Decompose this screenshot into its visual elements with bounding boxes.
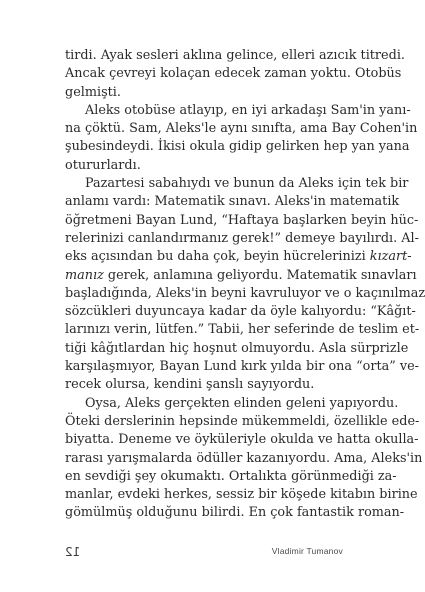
text-line: biyatta. Deneme ve öyküleriyle okulda ve hatta okulla- xyxy=(65,432,419,448)
text-line: tiği kâğıtlardan hiç hoşnut olmuyordu. Asla sürprizle xyxy=(65,340,409,356)
text-line: otururlardı. xyxy=(65,157,141,173)
text-line: manlar, evdeki herkes, sessiz bir köşede kitabın birine xyxy=(65,487,418,503)
text-line: relerinizi canlandırmanız gerek!” demeye bayılırdı. Al- xyxy=(65,230,419,246)
text-line: gömülmüş olduğunu bilirdi. En çok fantastik roman- xyxy=(65,505,405,521)
text-line: Pazartesi sabahıydı ve bunun da Aleks için tek bir xyxy=(85,176,409,192)
body-text xyxy=(65,47,425,523)
text-line: Öteki derslerinin hepsinde mükemmeldi, özellikle ede- xyxy=(65,413,420,429)
text-line: Ancak çevreyi kolaçan edecek zaman yoktu. Otobüs xyxy=(65,66,402,82)
text-line: öğretmeni Bayan Lund, “Haftaya başlarken beyin hüc- xyxy=(65,212,419,228)
text-line: rarası yarışmalarda ödüller kazanıyordu. Ama, Aleks'in xyxy=(65,450,423,466)
text-line: na çöktü. Sam, Aleks'le aynı sınıfta, ama Bay Cohen'in xyxy=(65,121,418,137)
text-line: manız gerek, anlamına geliyordu. Matematik sınavları xyxy=(65,267,417,283)
text-line: karşılaşmıyor, Bayan Lund kırk yılda bir ona “orta” ve- xyxy=(65,359,419,375)
emphasis: manız xyxy=(65,267,104,283)
text-line: Aleks otobüse atlayıp, en iyi arkadaşı Sam'in yanı- xyxy=(85,102,411,118)
text-line: recek olursa, kendini şanslı sayıyordu. xyxy=(65,377,315,393)
text-line: başladığında, Aleks'in beyni kavruluyor ve o kaçınılmaz xyxy=(65,285,425,301)
paragraph-3 xyxy=(65,175,425,395)
text-line: eks açısından bu daha çok, beyin hücrelerinizi kızart- xyxy=(65,249,412,265)
page-number: 12 xyxy=(65,545,81,559)
text-line: şubesindeydi. İkisi okula gidip gelirken hep yan yana xyxy=(65,139,410,155)
text-line: Oysa, Aleks gerçekten elinden geleni yapıyordu. xyxy=(85,395,399,411)
paragraph-4 xyxy=(65,395,423,523)
text-line: larınızı verin, lütfen.” Tabii, her seferinde de teslim et- xyxy=(65,322,420,338)
text-line: gelmişti. xyxy=(65,84,121,100)
paragraph-2 xyxy=(65,102,418,175)
text-line: tirdi. Ayak sesleri aklına gelince, elleri azıcık titredi. xyxy=(65,48,405,63)
author-name: Vladimir Tumanov xyxy=(271,546,343,556)
paragraph-1 xyxy=(65,47,405,102)
emphasis: kızart- xyxy=(369,249,412,265)
text-line: anlamı vardı: Matematik sınavı. Aleks'in matematik xyxy=(65,194,400,210)
text-line: sözcükleri duyuncaya kadar da öyle kalıyordu: “Kâğıt- xyxy=(65,304,416,320)
text-line: en sevdiği şey okumaktı. Ortalıkta görünmediği za- xyxy=(65,468,397,484)
page-footer xyxy=(65,545,343,561)
